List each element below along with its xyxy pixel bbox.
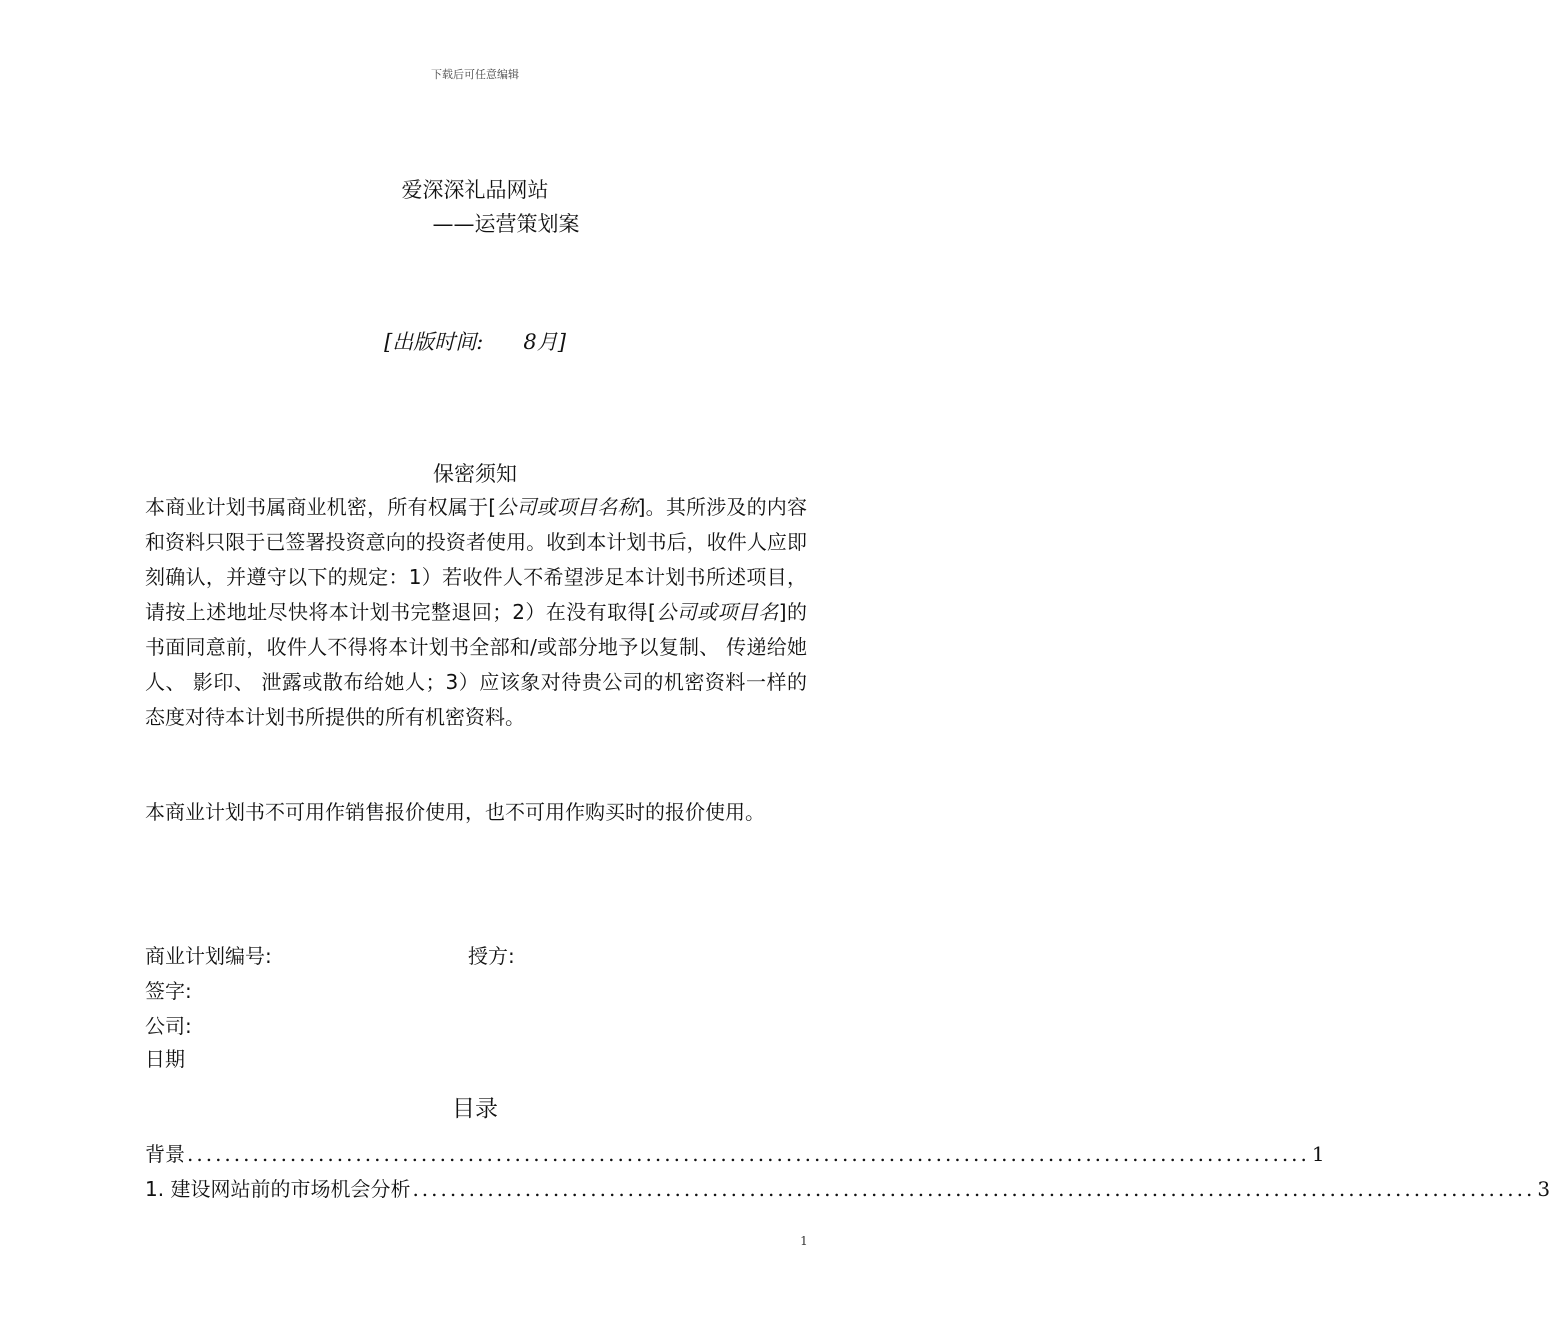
date-field: 日期 [145,1047,185,1071]
toc-entry-page: 3 [1537,1177,1550,1201]
plan-number-field: 商业计划编号: [145,944,272,968]
toc-leader: ........................................................................................................................ [412,1177,1536,1201]
para-text: ]的书面同意前，收件人不得将本计划书全部和/或部分地予以复制、 传递给她人、 影印、 泄露或散布给她人；3）应该象对待贵公司的机密资料一样的态度对待本计划书所提供的所有机密资料。 [145,600,808,729]
toc-entry-label: 背景 [145,1142,185,1166]
signature-field: 签字: [145,979,192,1003]
company-placeholder: 公司或项目名 [655,600,779,624]
para-text: ]。其所涉及的内容和资料只限于已签署投资意向的投资者使用。收到本计划书后，收件人应即刻确认，并遵守以下的规定：1）若收件人不希望涉足本计划书所述项目，请按上述地址尽快将本计划书完整退回；2）在没有取得[ [145,495,807,624]
company-field: 公司: [145,1014,192,1038]
publication-date [0,326,950,356]
usage-restriction-paragraph: 本商业计划书不可用作销售报价使用，也不可用作购买时的报价使用。 [145,800,765,824]
grantee-field: 授方: [468,944,515,968]
company-placeholder: 公司或项目名称 [496,495,638,519]
toc-heading: 目录 [452,1096,498,1122]
publication-date-value: 8月] [523,330,566,354]
toc-entry-label: 1. 建设网站前的市场机会分析 [145,1177,411,1201]
document-subtitle: ——运营策划案 [432,212,580,236]
page-number: 1 [800,1234,808,1248]
header-note: 下载后可任意编辑 [431,68,519,81]
toc-leader: ........................................................................................................................ [187,1142,1310,1166]
toc-entry[interactable] [145,1175,1550,1203]
toc-entry-page: 1 [1311,1142,1325,1166]
toc-entry[interactable] [145,1140,1325,1168]
para-text: 本商业计划书属商业机密，所有权属于[ [145,495,497,519]
confidentiality-paragraph [145,490,807,735]
document-title: 爱深深礼品网站 [401,178,549,202]
confidentiality-heading: 保密须知 [433,462,517,486]
publication-date-label: [出版时间: [384,330,484,354]
